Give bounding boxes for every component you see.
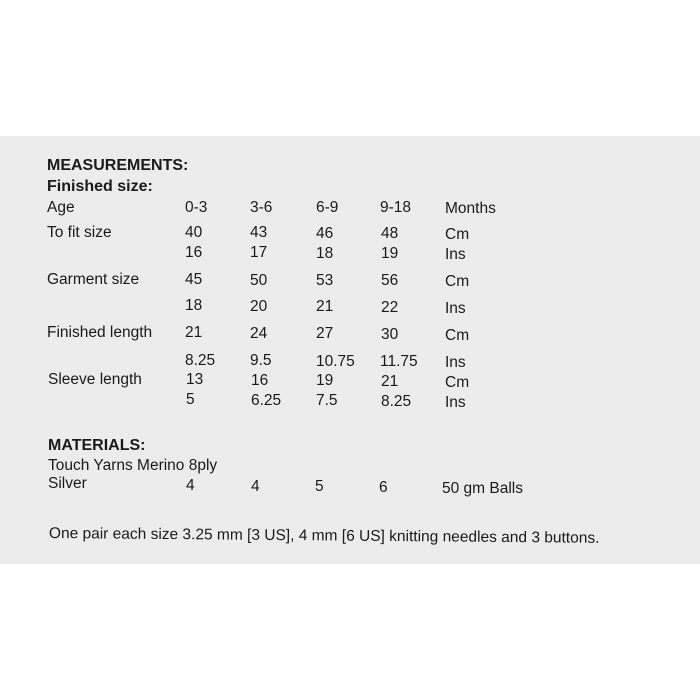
unit: Cm bbox=[445, 273, 470, 290]
cell: 22 bbox=[381, 299, 399, 316]
row-label-sleeve-length: Sleeve length bbox=[48, 371, 142, 388]
unit: Ins bbox=[445, 246, 466, 263]
materials-heading: MATERIALS: bbox=[48, 437, 146, 454]
needles-note: One pair each size 3.25 mm [3 US], 4 mm [6 US] knitting needles and 3 buttons. bbox=[48, 525, 600, 547]
row-label-silver: Silver bbox=[48, 475, 87, 492]
row-label-age: Age bbox=[47, 199, 75, 216]
cell: 45 bbox=[185, 271, 203, 288]
pattern-card bbox=[0, 136, 700, 564]
cell: 5 bbox=[315, 478, 324, 495]
cell: 21 bbox=[381, 373, 399, 390]
cell: 11.75 bbox=[380, 353, 418, 370]
row-label-to-fit-size: To fit size bbox=[47, 224, 112, 241]
row-label-finished-length: Finished length bbox=[47, 324, 153, 341]
unit: Ins bbox=[445, 394, 466, 411]
cell: 53 bbox=[316, 272, 334, 289]
cell: 30 bbox=[381, 326, 399, 343]
cell: 7.5 bbox=[316, 392, 338, 409]
cell: 9-18 bbox=[380, 199, 412, 216]
cell: 56 bbox=[381, 272, 399, 289]
cell: 8.25 bbox=[185, 352, 216, 369]
unit: Ins bbox=[445, 354, 466, 371]
yarn-name: Touch Yarns Merino 8ply bbox=[48, 457, 218, 474]
cell: 9.5 bbox=[250, 352, 272, 369]
cell: 48 bbox=[381, 225, 399, 242]
unit: Months bbox=[445, 200, 496, 217]
cell: 17 bbox=[250, 244, 268, 261]
cell: 3-6 bbox=[250, 199, 273, 216]
cell: 13 bbox=[186, 371, 204, 388]
cell: 8.25 bbox=[381, 393, 412, 410]
cell: 20 bbox=[250, 298, 268, 315]
cell: 6-9 bbox=[316, 199, 339, 216]
cell: 18 bbox=[316, 245, 334, 262]
cell: 18 bbox=[185, 297, 203, 314]
cell: 21 bbox=[185, 324, 203, 341]
cell: 16 bbox=[185, 244, 203, 261]
unit: Cm bbox=[445, 327, 470, 344]
cell: 0-3 bbox=[185, 199, 208, 216]
row-label-garment-size: Garment size bbox=[47, 271, 140, 288]
cell: 5 bbox=[186, 391, 195, 408]
measurements-heading: MEASUREMENTS: bbox=[47, 157, 189, 174]
cell: 6 bbox=[379, 479, 388, 496]
cell: 27 bbox=[316, 325, 334, 342]
cell: 4 bbox=[251, 478, 260, 495]
cell: 43 bbox=[250, 224, 268, 241]
cell: 21 bbox=[316, 298, 334, 315]
unit: Cm bbox=[445, 226, 470, 243]
cell: 10.75 bbox=[316, 353, 355, 370]
cell: 19 bbox=[381, 245, 399, 262]
cell: 4 bbox=[186, 477, 195, 494]
unit: 50 gm Balls bbox=[442, 480, 523, 497]
finished-size-subheading: Finished size: bbox=[47, 178, 153, 195]
cell: 40 bbox=[185, 224, 203, 241]
cell: 24 bbox=[250, 325, 268, 342]
cell: 6.25 bbox=[251, 392, 282, 409]
cell: 50 bbox=[250, 272, 268, 289]
unit: Ins bbox=[445, 300, 466, 317]
cell: 19 bbox=[316, 372, 334, 389]
cell: 16 bbox=[251, 372, 269, 389]
unit: Cm bbox=[445, 374, 470, 391]
cell: 46 bbox=[316, 225, 334, 242]
